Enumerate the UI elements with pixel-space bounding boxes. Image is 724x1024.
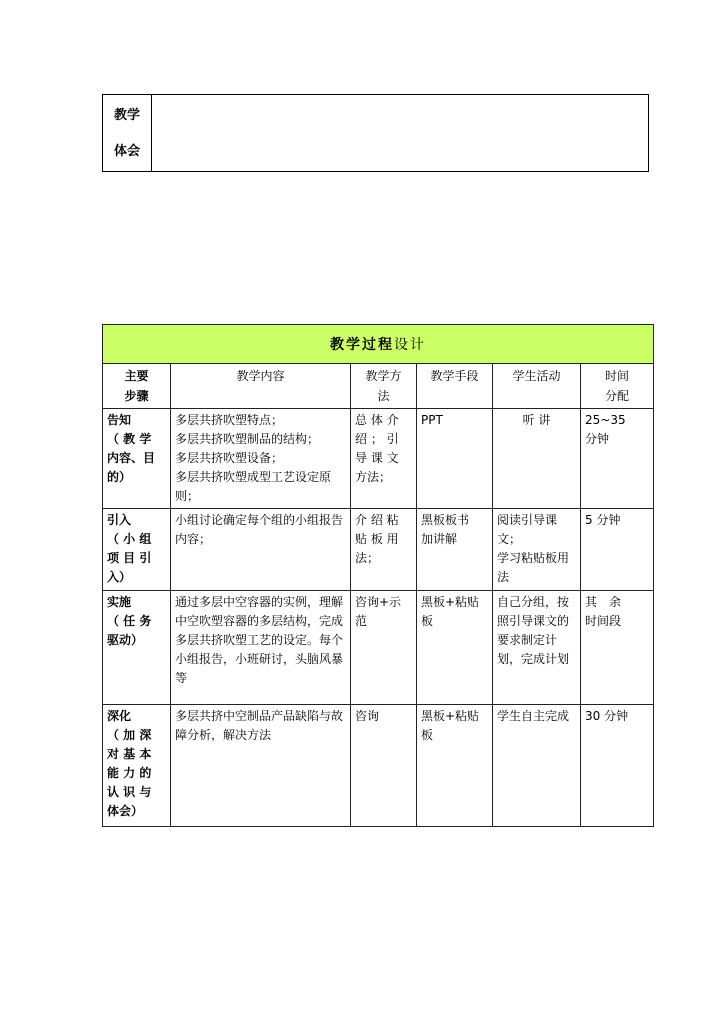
row-method: 咨询+示 范 — [351, 591, 417, 705]
table-title — [103, 325, 654, 364]
header-method: 教学方 法 — [351, 364, 417, 409]
row-content: 通过多层中空容器的实例，理解中空吹塑容器的多层结构，完成多层共挤吹塑工艺的设定。每个小组报告，小班研讨，头脑风暴等 — [171, 591, 351, 705]
header-activity: 学生活动 — [493, 364, 581, 409]
row-activity: 学生自主完成 — [493, 705, 581, 827]
header-time: 时间 分配 — [581, 364, 654, 409]
row-content: 多层共挤中空制品产品缺陷与故障分析，解决方法 — [171, 705, 351, 827]
row-means: 黑板+粘贴 板 — [417, 591, 493, 705]
table-title-rest: 设计 — [394, 337, 427, 353]
reflection-content[interactable] — [152, 95, 649, 172]
header-means: 教学手段 — [417, 364, 493, 409]
table-row — [103, 509, 654, 591]
row-activity: 自己分组，按照引导课文的要求制定计划，完成计划 — [493, 591, 581, 705]
row-method: 总 体 介 绍 ； 引 导 课 文 方法； — [351, 409, 417, 509]
header-step: 主要 步骤 — [103, 364, 171, 409]
row-step: 实施 （ 任 务 驱动） — [103, 591, 171, 705]
header-content: 教学内容 — [171, 364, 351, 409]
table-row — [103, 591, 654, 705]
table-row — [103, 705, 654, 827]
row-time: 25~35 分钟 — [581, 409, 654, 509]
header-row — [103, 364, 654, 409]
teaching-design-table — [102, 324, 654, 827]
row-method: 介 绍 粘 贴 板 用 法； — [351, 509, 417, 591]
reflection-table — [102, 94, 649, 172]
row-time: 5 分钟 — [581, 509, 654, 591]
row-means: 黑板+粘贴 板 — [417, 705, 493, 827]
row-step: 深化 （ 加 深 对 基 本 能 力 的 认 识 与 体会） — [103, 705, 171, 827]
row-means: 黑板板书 加讲解 — [417, 509, 493, 591]
row-means: PPT — [417, 409, 493, 509]
reflection-label — [103, 95, 152, 172]
row-step: 告知 （ 教 学 内容、目 的） — [103, 409, 171, 509]
row-method: 咨询 — [351, 705, 417, 827]
row-time: 30 分钟 — [581, 705, 654, 827]
table-row — [103, 409, 654, 509]
reflection-label-line1: 教学 — [113, 108, 140, 123]
table-title-bold: 教学过程 — [330, 337, 395, 353]
row-activity: 阅读引导课文； 学习粘贴板用法 — [493, 509, 581, 591]
row-step: 引入 （ 小 组 项 目 引 入） — [103, 509, 171, 591]
row-content: 多层共挤吹塑特点； 多层共挤吹塑制品的结构； 多层共挤吹塑设备； 多层共挤吹塑成型工艺设定原则； — [171, 409, 351, 509]
reflection-label-line2: 体会 — [113, 144, 140, 159]
row-activity: 听 讲 — [493, 409, 581, 509]
row-content: 小组讨论确定每个组的小组报告内容； — [171, 509, 351, 591]
row-time: 其 余 时间段 — [581, 591, 654, 705]
